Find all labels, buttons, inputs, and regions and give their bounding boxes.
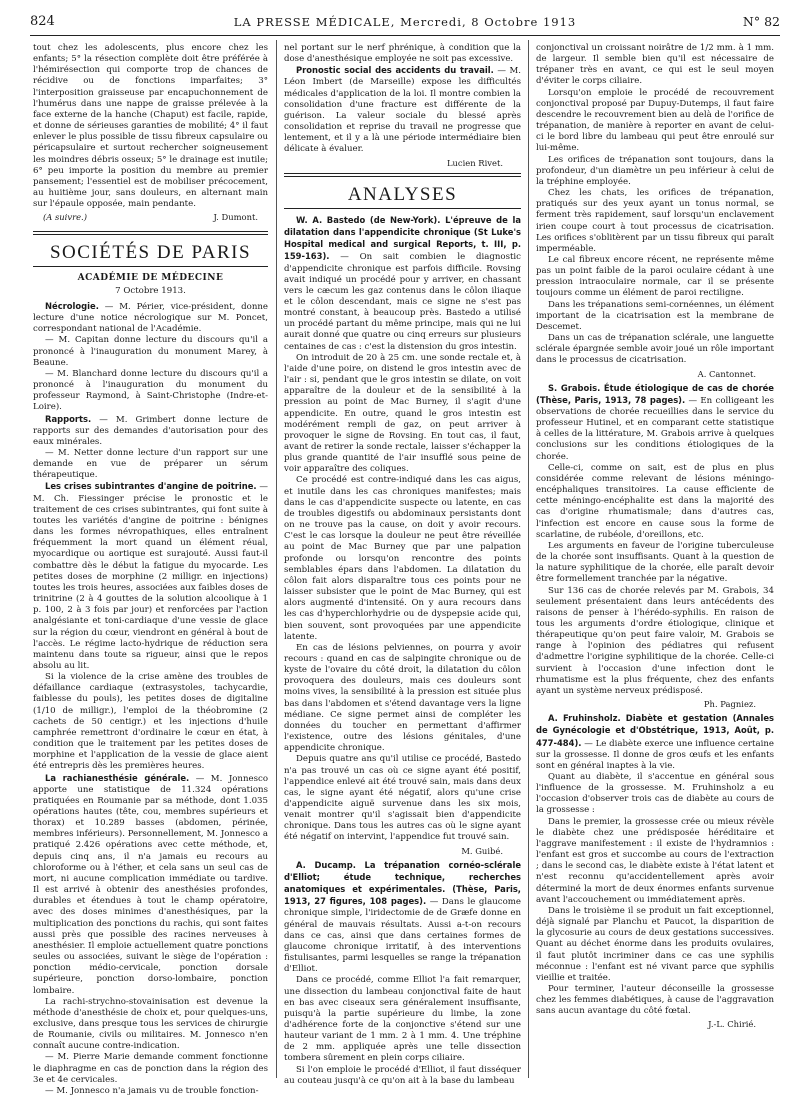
session-date: 7 Octobre 1913.: [115, 285, 186, 296]
section-rule: [284, 208, 521, 209]
analyses-title: ANALYSES: [347, 183, 458, 205]
author-signature: J.-L. Chirié.: [708, 1019, 756, 1030]
paragraph-text: — M. Grimbert donne lecture de rapports sur des demandes d'autorisation pour des eaux minérales.: [33, 414, 268, 447]
signature-line: [33, 210, 268, 226]
paragraph: — M. Capitan donne lecture du discours qu'il a prononcé à l'inauguration du monument Marey, à Beaune.: [33, 335, 268, 368]
paragraph: — M. Netter donne lecture d'un rapport sur une demande en vue de préparer un sérum thérapeutique.: [33, 448, 268, 481]
paragraph: conjonctival un croissant noirâtre de 1/2 mm. à 1 mm. de largeur. Il semble bien qu'il est nécessaire de trépaner très en avant, ce qui est le seul moyen d'éviter le corps ciliaire.: [536, 43, 774, 87]
section-rule: [284, 173, 521, 177]
topic-heading: Nécrologie.: [45, 300, 99, 311]
paragraph: En cas de lésions pelviennes, on pourra y avoir recours : quand en cas de salpingite chronique ou de kyste de l'ovaire du côté droit, la dilatation du côlon provoquera des douleurs, mais ces douleurs sont moins vives, la sensibilité à la pression est située plus bas dans l'abdomen et s'étend davantage vers la ligne médiane. Ce signe permet ainsi de compléter les données du toucher en permettant d'affirmer l'existence, outre des lésions génitales, d'une appendicite chronique.: [284, 642, 521, 754]
paragraph: [284, 65, 521, 155]
topic-heading: La rachianesthésie générale.: [45, 772, 190, 783]
paragraph: Chez les chats, les orifices de trépanation, pratiqués sur des yeux ayant un tonus normal, se ferment très rapidement, sauf lorsqu'un enclavement irien coupe court à tout processus de cicatrisation. Les orifices s'oblitèrent par un tissu fibreux qui paraît imperméable.: [536, 188, 774, 254]
article-title: A. Fruhinsholz. Diabète et gestation (Annales de Gynécologie et d'Obstétrique, 1913, Août, p. 477-484).: [536, 713, 774, 748]
column-1: [33, 43, 268, 1096]
column-2: [284, 43, 522, 1086]
paragraph: Dans le troisième il se produit un fait exceptionnel, déjà signalé par Planchu et Paucot, la disparition de la glycosurie au cours de deux gestations successives. Quant au déchet énorme dans les produits ovulaires, il faut plutôt incriminer dans ce cas une syphilis méconnue : l'enfant est né vivant parce que syphilis vieillie et traitée.: [536, 905, 774, 983]
topic-heading: Rapports.: [45, 413, 92, 424]
paragraph: [33, 301, 268, 335]
paragraph-text: — M. Ch. Fiessinger précise le pronostic et le traitement de ces crises subintrantes, qui font suite à toutes les variétés d'angine de poitrine : bénignes dans les formes névropathiques, elles entraînent fréquemment la mort quand un élément réual, myocardique ou aortique est surajouté. Aussi faut-il combattre dès le début la fatigue du myocarde. Les petites doses de morphine (2 milligr. en injections) toutes les trois heures, associées aux faibles doses de trinitrine (2 à 4 gouttes de la solution alcoolique à 1 p. 100, 2 à 3 fois par jour) et renforcées par l'action analgésiante et toni-cardiaque d'une vessie de glace sur la région du cœur, viendront en général à bout de l'accès. Le régime lacto-hydrique de réduction sera maintenu dans toute sa rigueur, ainsi que le repos absolu au lit.: [33, 482, 268, 671]
section-rule: [33, 266, 268, 267]
paragraph: Pour terminer, l'auteur déconseille la grossesse chez les femmes diabétiques, à cause de l'aggravation sans aucun avantage du côté fœtal.: [536, 983, 774, 1017]
section-rule: [33, 231, 268, 235]
article-title: A. Ducamp. La trépanation cornéo-sclérale d'Elliot; étude technique, recherches anatomiques et expérimentales. (Thèse, Paris, 1913, 27 figures, 108 pages).: [284, 859, 521, 907]
paragraph: Ce procédé est contre-indiqué dans les cas aigus, et inutile dans les cas chroniques manifestes; mais dans le cas d'appendicite suspecte ou latente, en cas de troubles digestifs ou abdominaux persistants dont on ne trouve pas la cause, on doit y avoir recours. C'est le cas lorsque la douleur ne peut être réveillée au point de Mac Burney que par une palpation profonde ou lorsqu'on rencontre des points semblables épars dans l'abdomen. La dilatation du côlon fait alors disparaître tous ces points pour ne laisser subsister que le point de Mac Burney, qui est alors augmenté d'intensité. On y aura recours dans les cas d'hyperchlorhydrie ou de dyspepsie acide qui, bien souvent, sont provoquées par une appendicite latente.: [284, 475, 521, 642]
section-title: SOCIÉTÉS DE PARIS: [49, 241, 252, 263]
paragraph: On introduit de 20 à 25 cm. une sonde rectale et, à l'aide d'une poire, on distend le gros intestin avec de l'air : si, pendant que le gros intestin se dilate, on voit apparaître de la douleur et de la sensibilité à la pression au point de Mac Burney, il s'agit d'une appendicite. En outre, quand le gros intestin est modérément rempli de gaz, on peut arriver à provoquer le signe de Rovsing. En tout cas, il faut, avant de retirer la sonde rectale, laisser s'échapper la plus grande quantité de l'air insufflé sous peine de voir apparaître des coliques.: [284, 352, 521, 475]
paragraph: Dans ce procédé, comme Elliot l'a fait remarquer, une dissection du lambeau conjonctival faite de haut en bas avec ciseaux sera généralement insuffisante, puisqu'à la partie supérieure du limbe, la zone d'adhérence forte de la conjonctive s'étend sur une hauteur variant de 1 mm. 2 à 1 mm. 4. Une tréphine de 2 mm. appliquée après une telle dissection tombera sûrement en plein corps ciliaire.: [284, 975, 521, 1064]
paragraph: [33, 773, 268, 997]
column-divider: [528, 40, 529, 1078]
paragraph: Les arguments en faveur de l'origine tuberculeuse de la chorée sont insuffisants. Quant à la question de la nature syphilitique de la chorée, elle paraît devoir être formellement tranchée par la négative.: [536, 540, 774, 585]
paragraph: Si la violence de la crise amène des troubles de défaillance cardiaque (extrasystoles, tachycardie, faiblesse du pouls), les petites doses de digitaline (1/10 de milligr.), l'emploi de la théobromine (2 cachets de 50 centigr.) et les injections d'huile camphrée remettront d'ordinaire le cœur en état, à condition que le traitement par les petites doses de morphine et l'application de la vessie de glace aient été entrepris dès les premières heures.: [33, 672, 268, 772]
article-title: W. A. Bastedo (de New-York). L'épreuve de la dilatation dans l'appendicite chronique (St Luke's Hospital medical and surgical Reports, t. III, p. 159-163).: [284, 214, 521, 262]
paragraph: tout chez les adolescents, plus encore chez les enfants; 5° la résection complète doit être préférée à l'hémirésection qui comporte trop de chances de récidive ou de fonctions imparfaites; 3° l'interposition graisseuse par encapuchonnement de l'humérus dans une nappe de graisse prélevée à la face externe de la hanche (Chaput) est facile, rapide, et donne de sérieuses garanties de mobilité; 4° il faut enlever le plus possible de tissu fibreux capsulaire ou péricapsulaire et surtout rechercher soigneusement les moindres débris osseux; 5° le drainage est inutile; 6° peu importe la position du membre au premier pansement; l'essentiel est de mobiliser précocement, au huitième jour, sans douleurs, en alternant main sur l'épaule opposée, main pendante.: [33, 43, 268, 210]
paragraph: [536, 383, 774, 463]
paragraph: Quant au diabète, il s'accentue en général sous l'influence de la grossesse. M. Fruhinsholz a eu l'occasion d'observer trois cas de diabète au cours de la grossesse :: [536, 772, 774, 816]
paragraph: Sur 136 cas de chorée relevés par M. Grabois, 34 seulement présentaient dans leurs antécédents des raisons de penser à l'hérédo-syphilis. En raison de tous les arguments d'ordre étiologique, clinique et thérapeutique qu'on peut faire valoir, M. Grabois se range à l'opinion des pédiatres qui refusent d'admettre l'origine syphilitique de la chorée. Celle-ci survient à l'occasion d'une infection dont le rhumatisme est la plus fréquente, chez des enfants ayant un système nerveux prédisposé.: [536, 585, 774, 696]
paragraph: Dans un cas de trépanation sclérale, une languette sclérale épargnée semble avoir joué un rôle important dans le processus de cicatrisation.: [536, 333, 774, 366]
author-signature: Lucien Rivet.: [446, 157, 503, 168]
paragraph-text: — M. Léon Imbert (de Marseille) expose les difficultés médicales d'application de la loi. Il montre combien la consolidation d'une fracture est différente de la guérison. La valeur sociale du blessé après consolidation et reprise du travail ne progresse que lentement, et il y a là une période intermédiaire bien délicate à évaluer.: [284, 66, 522, 155]
paragraph: [536, 713, 774, 772]
paragraph: [284, 215, 521, 353]
header-rule: [30, 35, 780, 36]
paragraph-text: — Le diabète exerce une influence certaine sur la grossesse. Il donne de gros œufs et les enfants sont en général inaptes à la vie.: [536, 738, 774, 771]
paragraph: — M. Jonnesco n'a jamais vu de trouble fonction-: [45, 1085, 259, 1096]
paragraph-text: — En colligeant les observations de chorée recueillies dans le service du professeur Hutinel, et en comparant cette statistique à celles de la littérature, M. Grabois arrive à quelques conclusions sur les conditions étiologiques de la chorée.: [536, 395, 774, 462]
topic-heading: Pronostic social des accidents du travail.: [296, 65, 494, 76]
paragraph: Depuis quatre ans qu'il utilise ce procédé, Bastedo n'a pas trouvé un cas où ce signe ayant été positif, l'appendice enlevé ait été trouvé sain, mais dans deux cas, le signe ayant été négatif, alors qu'une crise d'appendicite aiguë survenue dans les six mois, venait montrer qu'il s'agissait bien d'appendicite chronique. Dans tous les autres cas où le signe ayant été négatif on intervint, l'appendice fut trouvé sain.: [284, 754, 521, 843]
article-title: S. Grabois. Étude étiologique de cas de chorée (Thèse, Paris, 1913, 78 pages).: [536, 382, 774, 405]
paragraph: Le cal fibreux encore récent, ne représente même pas un point faible de la paroi oculaire cédant à une pression intraoculaire normale, car il se présente toujours comme un élément de paroi rectiligne.: [536, 254, 774, 299]
column-divider: [276, 40, 277, 1078]
to-be-continued: (A suivre.): [43, 212, 87, 223]
paragraph: — M. Pierre Marie demande comment fonctionne le diaphragme en cas de ponction dans la région des 3e et 4e cervicales.: [33, 1052, 268, 1085]
paragraph: — M. Blanchard donne lecture du discours qu'il a prononcé à l'inauguration du monument du professeur Raymond, à Saint-Christophe (Indre-et-Loire).: [33, 368, 268, 413]
paragraph: [33, 414, 268, 448]
paragraph: [284, 860, 521, 976]
author-signature: Ph. Pagniez.: [703, 699, 756, 710]
academy-heading: ACADÉMIE DE MÉDECINE: [77, 272, 224, 283]
paragraph: La rachi-strychno-stovainisation est devenue la méthode d'anesthésie de choix et, pour quelques-uns, exclusive, dans presque tous les services de chirurgie de Roumanie, civils ou militaires. M. Jonnesco n'en connaît aucune contre-indication.: [33, 996, 268, 1052]
paragraph: Dans le premier, la grossesse crée ou mieux révèle le diabète chez une prédisposée héréditaire et l'aggrave manifestement : il existe de l'hydramnios : l'enfant est gros et succombe au cours de l'extraction ; dans le second cas, le diabète existe à l'état latent et n'est reconnu qu'accidentellement après avoir déterminé la mort de deux énormes enfants survenue avant l'accouchement ou immédiatement après.: [536, 816, 774, 905]
paragraph-text: — Dans le glaucome chronique simple, l'iridectomie de de Græfe donne en général de mauvais résultats. Aussi a-t-on recours dans ce cas, ainsi que dans certaines formes de glaucome chronique irritatif, à des interventions fistulisantes, parmi lesquelles se range la trépanation d'Elliot.: [284, 897, 521, 975]
issue-number: N° 82: [742, 14, 780, 29]
paragraph: Dans les trépanations semi-cornéennes, un élément important de la cicatrisation est la membrane de Descemet.: [536, 299, 774, 332]
author-signature: A. Cantonnet.: [697, 368, 756, 379]
paragraph: [33, 481, 268, 672]
author-signature: J. Dumont.: [213, 212, 258, 223]
running-header: [30, 14, 780, 34]
paragraph: Si l'on emploie le procédé d'Elliot, il faut disséquer au couteau jusqu'à ce qu'on ait à la base du lambeau: [284, 1064, 521, 1086]
paragraph: Lorsqu'on emploie le procédé de recouvrement conjonctival proposé par Dupuy-Dutemps, il faut faire descendre le recouvrement bien au delà de l'orifice de trépanation, de manière à reporter en avant de celui-ci le bord libre du lambeau qui peut être enroulé sur lui-même.: [536, 87, 774, 154]
paragraph: nel portant sur le nerf phrénique, à condition que la dose d'anesthésique employée ne soit pas excessive.: [284, 43, 521, 65]
page-number: 824: [30, 14, 55, 29]
topic-heading: Les crises subintrantes d'angine de poitrine.: [45, 481, 257, 492]
column-3: [536, 43, 774, 1073]
paragraph: Les orifices de trépanation sont toujours, dans la profondeur, d'un diamètre un peu inférieur à celui de la tréphine employée.: [536, 154, 774, 187]
paragraph-text: — M. Jonnesco apporte une statistique de 11.324 opérations pratiquées en Roumanie par sa méthode, dont 1.035 opérations hautes (tête, cou, membres supérieurs et thorax) et 10.289 basses (abdomen, périnée, membres inférieurs). Personnellement, M. Jonnesco a pratiqué 2.426 opérations avec cette méthode, et, depuis cinq ans, il n'a jamais eu recours au chloroforme ou à l'éther, et cela sans un seul cas de mort, ni aucune complication immédiate ou tardive. Il est arrivé à obtenir des anesthésies profondes, durables et étendues à tout le champ opératoire, avec des doses minimes d'anesthésiques, par la multiplication des ponctions du rachis, qui sont faites aussi près que possible des racines nerveuses à anesthésier. Il emploie actuellement quatre ponctions seules ou associées, suivant le siège de l'opération : ponction médio-cervicale, ponction dorsale supérieure, ponction dorso-lombaire, ponction lombaire.: [33, 773, 268, 996]
paragraph-text: — M. Périer, vice-président, donne lecture d'une notice nécrologique sur M. Poncet, correspondant national de l'Académie.: [33, 301, 268, 335]
paragraph: Celle-ci, comme on sait, est de plus en plus considérée comme relevant de lésions méningo-encéphaliques transitoires. La cause efficiente de cette méningo-encéphalite est dans la majorité des cas d'origine rhumatismale; dans d'autres cas, l'infection est encore en cause sous la forme de scarlatine, de rubéole, d'oreillons, etc.: [536, 462, 774, 540]
paragraph-text: — On sait combien le diagnostic d'appendicite chronique est parfois difficile. Rovsing avait indiqué un procédé pour y arriver, en chassant vers le cæcum les gaz contenus dans le côlon iliaque et le côlon descendant, mais ce signe ne s'est pas montré constant, à beaucoup près. Bastedo a utilisé un procédé partant du même principe, mais qui ne lui aurait donné que quatre ou cinq erreurs sur plusieurs centaines de cas : c'est la distension du gros intestin.: [284, 252, 521, 352]
author-signature: M. Guibé.: [461, 845, 503, 856]
running-title: LA PRESSE MÉDICALE, Mercredi, 8 Octobre 1913: [233, 15, 577, 29]
